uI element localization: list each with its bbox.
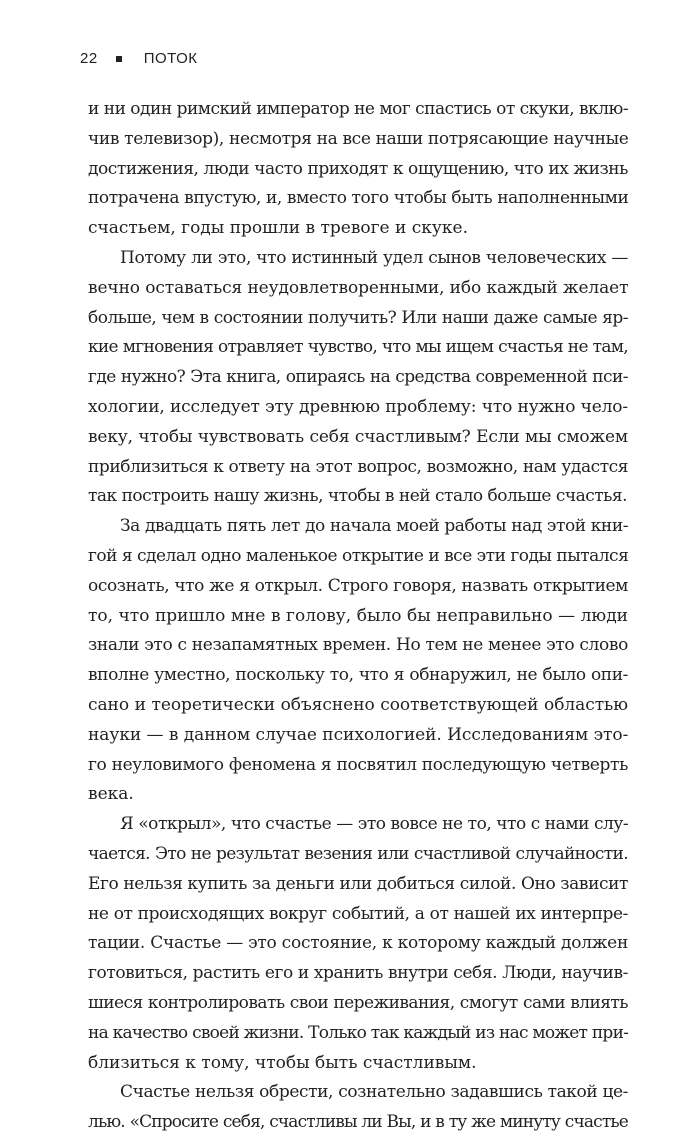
page-header	[80, 50, 198, 67]
text-line: осознать, что же я открыл. Строго говоря, назвать открытием	[88, 575, 628, 596]
text-line: науки — в данном случае психологией. Исследованиям это-	[88, 724, 629, 745]
text-line: потрачена впустую, и, вместо того чтобы быть наполненными	[88, 188, 629, 209]
text-line: приблизиться к ответу на этот вопрос, возможно, нам удастся	[88, 456, 628, 477]
text-line: счастьем, годы прошли в тревоге и скуке.	[88, 218, 468, 239]
text-line: тации. Счастье — это состояние, к которому каждый должен	[88, 933, 629, 954]
text-line: не от происходящих вокруг событий, а от нашей их интерпре-	[88, 903, 628, 924]
text-line: так построить нашу жизнь, чтобы в ней стало больше счастья.	[88, 486, 628, 507]
paragraph	[88, 244, 628, 512]
text-line: и ни один римский император не мог спастись от скуки, вклю-	[88, 99, 629, 119]
text-line: знали это с незапамятных времен. Но тем не менее это слово	[88, 635, 628, 656]
text-line: чается. Это не результат везения или счастливой случайности.	[88, 843, 628, 864]
text-line: близиться к тому, чтобы быть счастливым.	[88, 1052, 477, 1073]
text-line: то, что пришло мне в голову, было бы неправильно — люди	[88, 605, 628, 626]
text-line: гой я сделал одно маленькое открытие и все эти годы пытался	[88, 545, 629, 566]
text-line: лью. «Спросите себя, счастливы ли Вы, и в ту же минуту счастье	[88, 1112, 628, 1133]
paragraph	[88, 512, 628, 810]
text-line: За двадцать пять лет до начала моей работы над этой кни-	[120, 516, 628, 537]
text-line: века.	[88, 784, 134, 805]
text-line: вечно оставаться неудовлетворенными, ибо каждый желает	[88, 277, 629, 298]
text-line: на качество своей жизни. Только так каждый из нас может при-	[88, 1022, 629, 1043]
text-line: готовиться, растить его и хранить внутри себя. Люди, научив-	[88, 963, 628, 984]
paragraph	[88, 1078, 628, 1138]
text-line: веку, чтобы чувствовать себя счастливым? Если мы сможем	[88, 426, 628, 447]
text-line: го неуловимого феномена я посвятил последующую четверть	[88, 754, 628, 775]
text-line: вполне уместно, поскольку то, что я обнаружил, не было опи-	[88, 665, 628, 686]
text-line: Я «открыл», что счастье — это вовсе не то, что с нами слу-	[120, 814, 629, 835]
text-line: где нужно? Эта книга, опираясь на средства современной пси-	[88, 367, 628, 388]
text-line: шиеся контролировать свои переживания, смогут сами влиять	[88, 992, 628, 1013]
text-line: хологии, исследует эту древнюю проблему: что нужно чело-	[88, 396, 628, 417]
text-line: больше, чем в состоянии получить? Или наши даже самые яр-	[88, 307, 628, 328]
text-line: кие мгновения отравляет чувство, что мы ищем счастья не там,	[88, 337, 628, 358]
separator-square-icon	[116, 56, 122, 62]
text-line: Счастье нельзя обрести, сознательно задавшись такой це-	[120, 1082, 628, 1103]
body-text	[88, 95, 628, 1138]
running-title: ПОТОК	[143, 50, 198, 67]
text-line: достижения, люди часто приходят к ощущению, что их жизнь	[88, 158, 628, 179]
text-line: Его нельзя купить за деньги или добиться силой. Оно зависит	[88, 873, 629, 894]
page-number: 22	[80, 50, 98, 67]
text-line: чив телевизор), несмотря на все наши потрясающие научные	[88, 128, 629, 149]
text-line: Потому ли это, что истинный удел сынов человеческих —	[120, 247, 628, 268]
paragraph	[88, 95, 628, 244]
text-line: сано и теоретически объяснено соответствующей областью	[88, 694, 628, 715]
paragraph	[88, 810, 628, 1078]
